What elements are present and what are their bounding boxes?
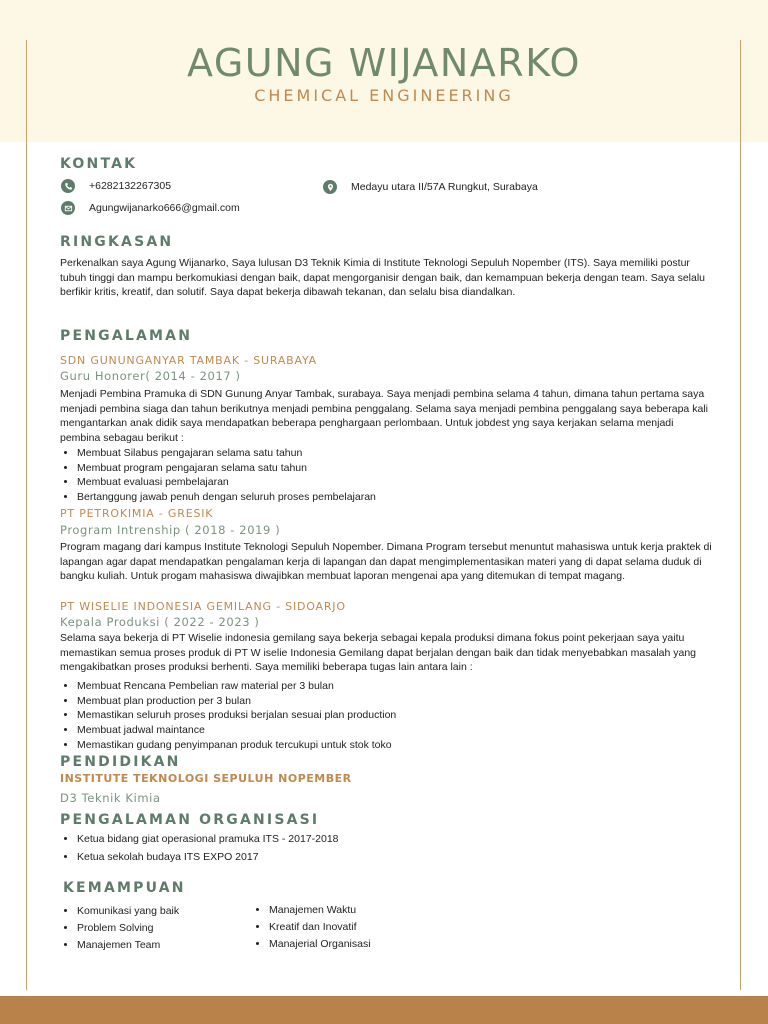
list-item: • Komunikasi yang baik (77, 903, 179, 920)
job-description: Program magang dari kampus Institute Teknologi Sepuluh Nopember. Dimana Program tersebut menuntut mahasiswa untuk kerja praktek di lapangan agar dapat mendapatkan pengalaman kerja di lapangan dan dapat mengimplementasikan materi yang di dapat selama duduk di bangku kuliah. Untuk progam mahasiswa diwajibkan membuat laporan mengenai apa yang ditemukan di tempat magang. (60, 541, 712, 583)
list-item: • Membuat plan production per 3 bulan (77, 694, 396, 709)
job-role: Kepala Produksi ( 2022 - 2023 ) (60, 615, 260, 629)
list-item: • Membuat program pengajaran selama satu tahun (77, 461, 376, 476)
list-item: • Bertanggung jawab penuh dengan seluruh proses pembelajaran (77, 490, 376, 505)
list-item: • Membuat jadwal maintance (77, 723, 396, 738)
job-duties-list (60, 679, 396, 753)
location-icon (323, 180, 337, 194)
education-school: INSTITUTE TEKNOLOGI SEPULUH NOPEMBER (60, 772, 352, 785)
education-degree: D3 Teknik Kimia (60, 791, 161, 805)
email-icon (61, 201, 75, 215)
list-item: • Kreatif dan Inovatif (269, 919, 371, 936)
list-item: • Membuat Silabus pengajaran selama satu tahun (77, 446, 376, 461)
list-item: • Membuat Rencana Pembelian raw material per 3 bulan (77, 679, 396, 694)
section-title-skills: KEMAMPUAN (63, 880, 186, 896)
summary-text: Perkenalkan saya Agung Wijanarko, Saya lulusan D3 Teknik Kimia di Institute Teknologi Sepuluh Nopember (ITS). Saya memiliki postur tubuh tinggi dan mampu berkomukiasi dengan baik, dapat mengorganisir dengan baik, dan kemampuan bekerja dengan team. Saya selalu berfikir kritis, kreatif, dan solutif. Saya dapat bekerja dibawah tekanan, dan selalu bisa diandalkan. (60, 257, 706, 299)
skills-list-left (60, 903, 179, 954)
list-item: • Manajemen Team (77, 937, 179, 954)
list-item: • Memastikan seluruh proses produksi berjalan sesuai plan production (77, 708, 396, 723)
job-role: Program Intrenship ( 2018 - 2019 ) (60, 523, 281, 537)
candidate-profession: CHEMICAL ENGINEERING (254, 86, 514, 105)
section-title-summary: RINGKASAN (60, 234, 174, 250)
list-item: • Memastikan gudang penyimpanan produk tercukupi untuk stok toko (77, 738, 396, 753)
phone-icon (61, 179, 75, 193)
job-org: PT WISELIE INDONESIA GEMILANG - SIDOARJO (60, 600, 346, 613)
list-item: • Ketua bidang giat operasional pramuka ITS - 2017-2018 (77, 831, 339, 849)
list-item: • Membuat evaluasi pembelajaran (77, 475, 376, 490)
contact-address (323, 180, 538, 194)
right-rule (740, 40, 741, 990)
left-rule (26, 40, 27, 990)
list-item: • Manajemen Waktu (269, 902, 371, 919)
contact-address-text: Medayu utara II/57A Rungkut, Surabaya (351, 181, 538, 193)
contact-phone (61, 179, 171, 193)
section-title-experience: PENGALAMAN (60, 328, 193, 344)
footer-band (0, 996, 768, 1024)
section-title-education: PENDIDIKAN (60, 754, 181, 770)
skills-list-right (252, 902, 371, 953)
job-description: Selama saya bekerja di PT Wiselie indonesia gemilang saya bekerja sebagai kepala produksi dimana fokus point pekerjaan saya yaitu memastikan semua proses produk di PT W iselie Indonesia Gemilang dapat berjalan dengan baik dan tidak menyebabkan masalah yang mengakibatkan proses produksi berhenti. Saya memiliki beberapa tugas lain antara lain : (60, 632, 697, 674)
job-role: Guru Honorer( 2014 - 2017 ) (60, 369, 241, 383)
job-duties-list (60, 446, 376, 505)
organization-list (60, 831, 339, 866)
contact-email-text: Agungwijanarko666@gmail.com (89, 202, 240, 214)
job-org: SDN GUNUNGANYAR TAMBAK - SURABAYA (60, 354, 317, 367)
list-item: • Ketua sekolah budaya ITS EXPO 2017 (77, 849, 339, 867)
job-org: PT PETROKIMIA - GRESIK (60, 507, 214, 520)
list-item: • Manajerial Organisasi (269, 936, 371, 953)
list-item: • Problem Solving (77, 920, 179, 937)
section-title-contact: KONTAK (60, 156, 138, 172)
contact-email (61, 201, 240, 215)
candidate-name: AGUNG WIJANARKO (187, 41, 581, 85)
contact-phone-text: +6282132267305 (89, 180, 172, 192)
job-description: Menjadi Pembina Pramuka di SDN Gunung Anyar Tambak, surabaya. Saya menjadi pembina selama 4 tahun, dimana tahun pertama saya menjadi pembina siaga dan tahun berikutnya menjadi pembina penggalang. Selama saya menjadi pembina penggalang saya beberapa kali mengantarkan anak didik saya mendapatkan beberapa penghargaan perlombaan. Untuk jobdest yng saya kerjakan selama menjadi pembina sebagau berikut : (60, 388, 708, 444)
section-title-organization: PENGALAMAN ORGANISASI (60, 812, 320, 828)
